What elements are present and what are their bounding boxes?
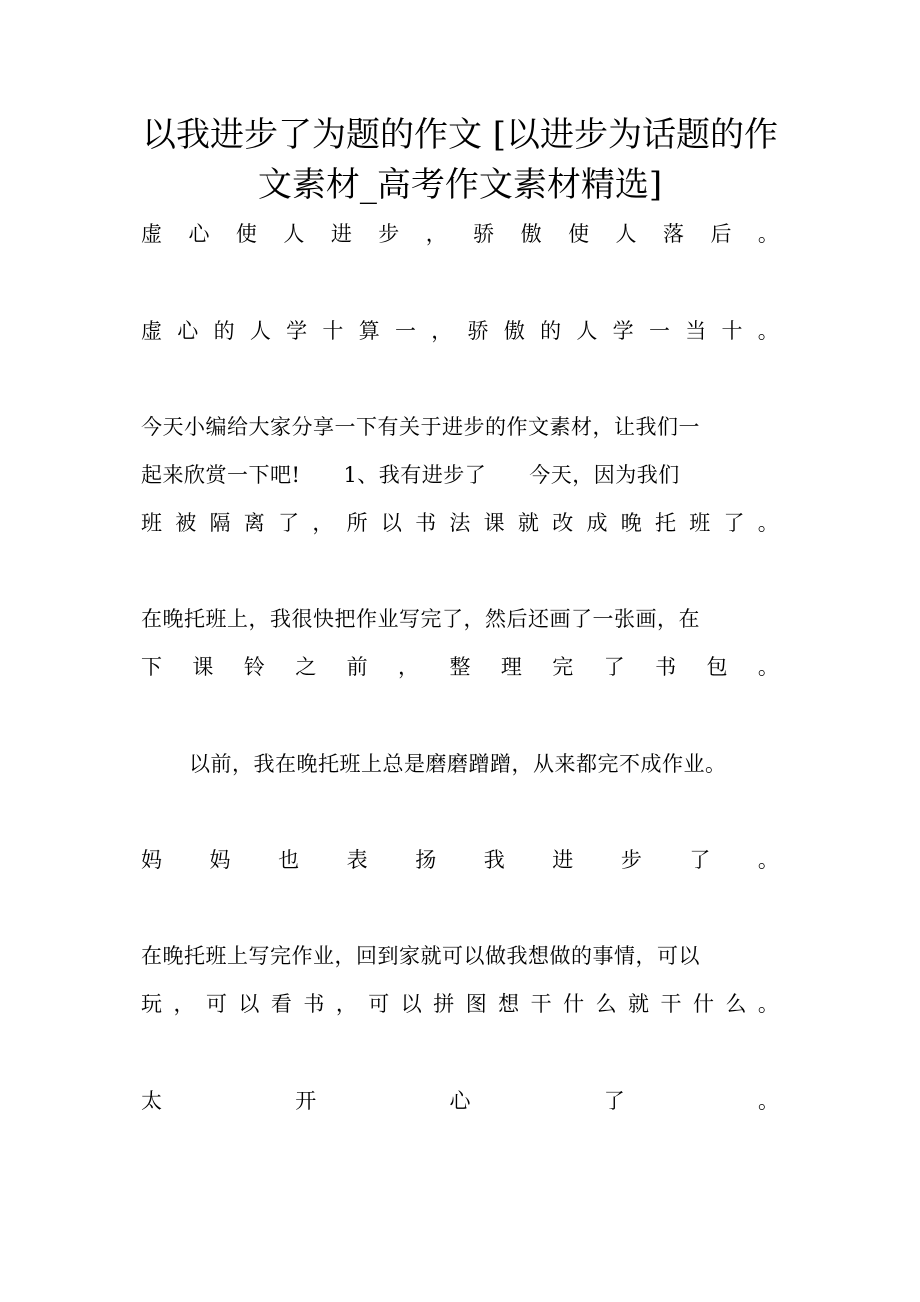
body-line-2: 虚 心 的 人 学 十 算 一 ， 骄 傲 的 人 学 一 当 十 。 bbox=[141, 319, 779, 343]
body-line-9: 妈 妈 也 表 扬 我 进 步 了 。 bbox=[141, 848, 779, 872]
body-line-3: 今天小编给大家分享一下有关于进步的作文素材，让我们一 bbox=[141, 415, 700, 439]
body-line-6: 在晚托班上，我很快把作业写完了，然后还画了一张画，在 bbox=[141, 607, 700, 631]
document-title-line-2: 文素材_高考作文素材精选] bbox=[257, 165, 663, 205]
body-line-8: 以前，我在晚托班上总是磨磨蹭蹭，从来都完不成作业。 bbox=[189, 752, 727, 776]
body-line-7: 下 课 铃 之 前 ， 整 理 完 了 书 包 。 bbox=[141, 655, 779, 679]
body-line-4: 起来欣赏一下吧! 1、我有进步了 今天，因为我们 bbox=[141, 463, 680, 487]
document-title-line-1: 以我进步了为题的作文 [以进步为话题的作 bbox=[141, 115, 779, 155]
body-line-12: 太 开 心 了 。 bbox=[141, 1089, 779, 1113]
body-line-5: 班 被 隔 离 了 ， 所 以 书 法 课 就 改 成 晚 托 班 了 。 bbox=[141, 511, 779, 535]
body-line-10: 在晚托班上写完作业，回到家就可以做我想做的事情，可以 bbox=[141, 944, 700, 968]
body-line-11: 玩 ， 可 以 看 书 ， 可 以 拼 图 想 干 什 么 就 干 什 么 。 bbox=[141, 992, 779, 1016]
body-line-1: 虚 心 使 人 进 步 ， 骄 傲 使 人 落 后 。 bbox=[141, 222, 779, 246]
